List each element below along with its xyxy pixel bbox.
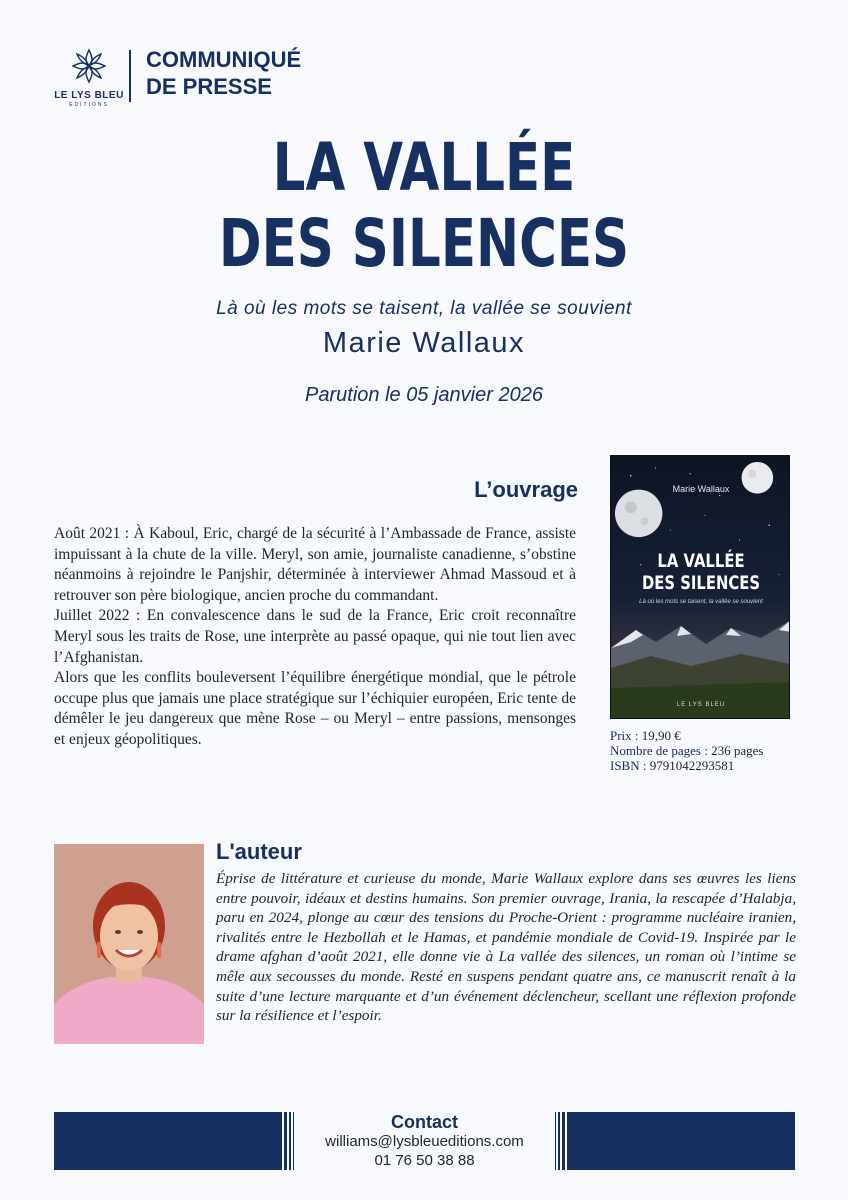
synopsis — [54, 524, 576, 751]
price-value: 19,90 € — [641, 728, 681, 743]
book-author: Marie Wallaux — [322, 327, 526, 359]
contact-phone[interactable]: 01 76 50 38 88 — [374, 1152, 475, 1169]
book-title — [93, 130, 754, 282]
price-label: Prix : — [610, 728, 639, 743]
press-release-label — [146, 46, 301, 100]
cover-title-line2: DES SILENCES — [641, 572, 761, 594]
publisher-logo — [52, 46, 126, 108]
synopsis-paragraph: Août 2021 : À Kaboul, Eric, chargé de la sécurité à l’Ambassade de France, assiste impuissant à la chute de la ville. Meryl, son amie, journaliste canadienne, s’obstine néanmoins à rejoindre le Panjshir, déterminée à interviewer Ahmad Massoud et à retrouver son père biologique, ancien proche du commandant. — [54, 525, 576, 604]
pages-label: Nombre de pages : — [610, 743, 708, 758]
footer-bar-right — [555, 1112, 795, 1170]
cover-author: Marie Wallaux — [672, 484, 730, 494]
lily-flower-icon — [69, 46, 109, 86]
book-title-line2: DES SILENCES — [218, 205, 630, 282]
contact-email-link[interactable]: williams@lysbleueditions.com — [325, 1133, 524, 1150]
cover-title — [631, 550, 771, 594]
brand-subtitle: ÉDITIONS — [69, 102, 109, 108]
isbn-row — [610, 758, 810, 773]
book-details — [610, 728, 810, 773]
header-divider — [129, 50, 131, 102]
cover-publisher: LE LYS BLEU — [676, 702, 726, 708]
isbn-value: 9791042293581 — [649, 758, 735, 773]
pages-value: 236 pages — [711, 743, 764, 758]
author-bio: Éprise de littérature et curieuse du monde, Marie Wallaux explore dans ses œuvres les liens entre pouvoir, idéaux et destins humains. Son premier ouvrage, Irania, la rescapée d’Halabja, paru en 2024, plonge au cœur des tensions du Proche-Orient : programme nucléaire iranien, rivalités entre le Hezbollah et le Hamas, et pandémie mondiale de Covid-19. Inspirée par le drame afghan d’août 2021, elle donne vie à La vallée des silences, un roman où l’intime se mêle aux secousses du monde. Resté en suspens pendant quatre ans, ce manuscrit renaît à la suite d’une lecture marquante et d’un événement déclencheur, scellant une réflexion profonde sur la résilience et l’espoir. — [216, 870, 796, 1025]
press-label-line2: DE PRESSE — [146, 74, 272, 99]
book-cover — [610, 455, 790, 719]
person-portrait-icon — [54, 844, 204, 1044]
contact-heading: Contact — [391, 1112, 458, 1132]
brand-name: LE LYS BLEU — [54, 90, 124, 101]
author-heading: L'auteur — [216, 839, 302, 864]
work-heading: L’ouvrage — [474, 477, 578, 502]
cover-title-line1: LA VALLÉE — [657, 550, 745, 572]
isbn-label: ISBN : — [610, 758, 647, 773]
press-label-line1: COMMUNIQUÉ — [146, 47, 302, 72]
price-row — [610, 728, 810, 743]
release-date: Parution le 05 janvier 2026 — [305, 384, 543, 406]
book-title-line1: LA VALLÉE — [272, 129, 576, 206]
author-photo — [54, 844, 204, 1044]
book-subtitle: Là où les mots se taisent, la vallée se souvient — [216, 298, 632, 319]
cover-tagline: Là où les mots se taisent, la vallée se souvient — [639, 599, 763, 605]
synopsis-paragraph: Juillet 2022 : En convalescence dans le sud de la France, Eric croit reconnaître Meryl sous les traits de Rose, une interprète au passé opaque, qui nie tout lien avec l’Afghanistan. — [54, 607, 576, 666]
pages-row — [610, 743, 810, 758]
footer-bar-left — [54, 1112, 294, 1170]
synopsis-paragraph: Alors que les conflits bouleversent l’équilibre énergétique mondial, que le pétrole occupe plus que jamais une place stratégique sur l’échiquier européen, Eric tente de démêler le jeu dangereux que mène Rose – ou Meryl – entre passions, mensonges et enjeux géopolitiques. — [54, 669, 576, 748]
